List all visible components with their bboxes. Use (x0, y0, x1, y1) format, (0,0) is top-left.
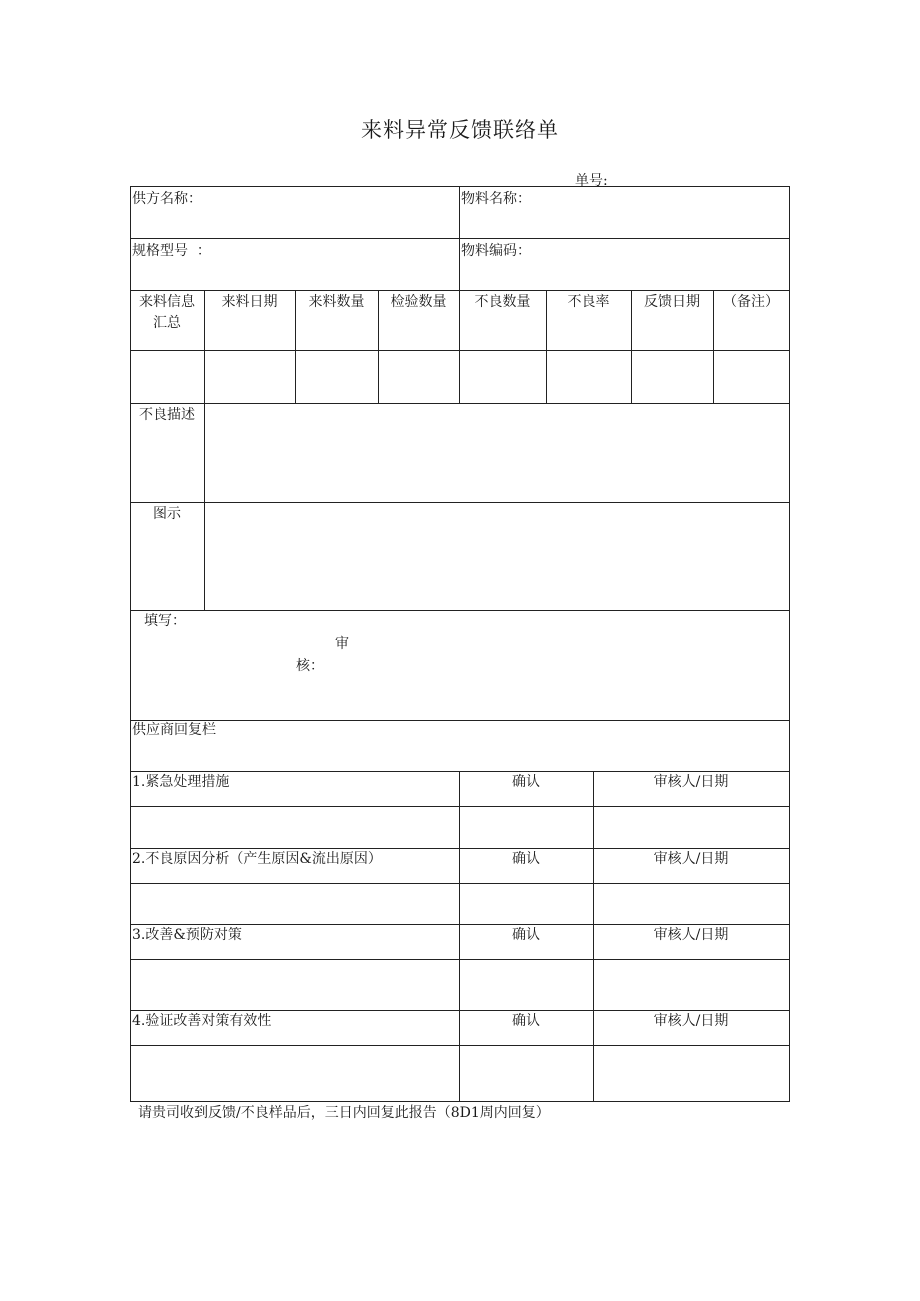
reply-section-4-confirm: 确认 (512, 1013, 540, 1029)
reply-section-3-confirm: 确认 (512, 927, 540, 943)
reply-section-2-reviewer: 审核人/日期 (653, 851, 729, 867)
reply-section-1-confirm: 确认 (512, 774, 540, 790)
header-feedback-date: 反馈日期 (644, 294, 700, 310)
header-arrival-date: 来料日期 (221, 294, 278, 310)
row-divider (130, 610, 790, 611)
column-divider (459, 186, 460, 290)
header-arrival-qty: 来料数量 (308, 294, 365, 310)
reply-section-1-reviewer: 审核人/日期 (653, 774, 729, 790)
table-border-top (130, 186, 790, 187)
table-border-right (789, 186, 790, 1102)
header-defect-rate: 不良率 (567, 294, 610, 310)
material-name-label: 物料名称： (461, 191, 531, 207)
reply-section-3-label: 3.改善&预防对策 (132, 927, 242, 943)
summary-row-label-line1: 来料信息 (139, 294, 195, 310)
material-code-label: 物料编码： (461, 243, 531, 259)
review-label-line1: 审 (335, 636, 349, 652)
footer-note: 请贵司收到反馈/不良样品后，三日内回复此报告（8D1周内回复） (138, 1105, 550, 1121)
summary-row-label-line2: 汇总 (153, 315, 181, 331)
spec-model-label: 规格型号 ： (132, 243, 211, 259)
reply-section-4-reviewer: 审核人/日期 (653, 1013, 729, 1029)
row-divider (130, 883, 790, 884)
row-divider (130, 502, 790, 503)
row-divider (130, 290, 790, 291)
form-number-label: 单号: (575, 173, 608, 189)
column-divider (204, 403, 205, 610)
header-inspection-qty: 检验数量 (390, 294, 447, 310)
reply-section-2-confirm: 确认 (512, 851, 540, 867)
header-remarks: （备注） (723, 294, 779, 310)
defect-description-label: 不良描述 (139, 407, 195, 423)
row-divider (130, 806, 790, 807)
reply-section-4-label: 4.验证改善对策有效性 (132, 1013, 272, 1029)
reply-section-3-reviewer: 审核人/日期 (653, 927, 729, 943)
row-divider (130, 238, 790, 239)
illustration-label: 图示 (153, 506, 181, 522)
supplier-name-label: 供方名称： (132, 191, 202, 207)
supplier-reply-label: 供应商回复栏 (132, 722, 216, 738)
reply-section-1-label: 1.紧急处理措施 (132, 774, 230, 790)
feedback-form-table (130, 186, 790, 1102)
row-divider (130, 1045, 790, 1046)
page-title: 来料异常反馈联络单 (361, 118, 559, 142)
reply-section-2-label: 2.不良原因分析（产生原因&流出原因） (132, 851, 382, 867)
row-divider (130, 959, 790, 960)
summary-row-label (130, 292, 204, 334)
header-defect-qty: 不良数量 (474, 294, 531, 310)
review-label-line2: 核： (296, 658, 324, 674)
row-divider (130, 350, 790, 351)
row-divider (130, 720, 790, 721)
fill-in-label: 填写： (144, 613, 186, 629)
row-divider (130, 403, 790, 404)
